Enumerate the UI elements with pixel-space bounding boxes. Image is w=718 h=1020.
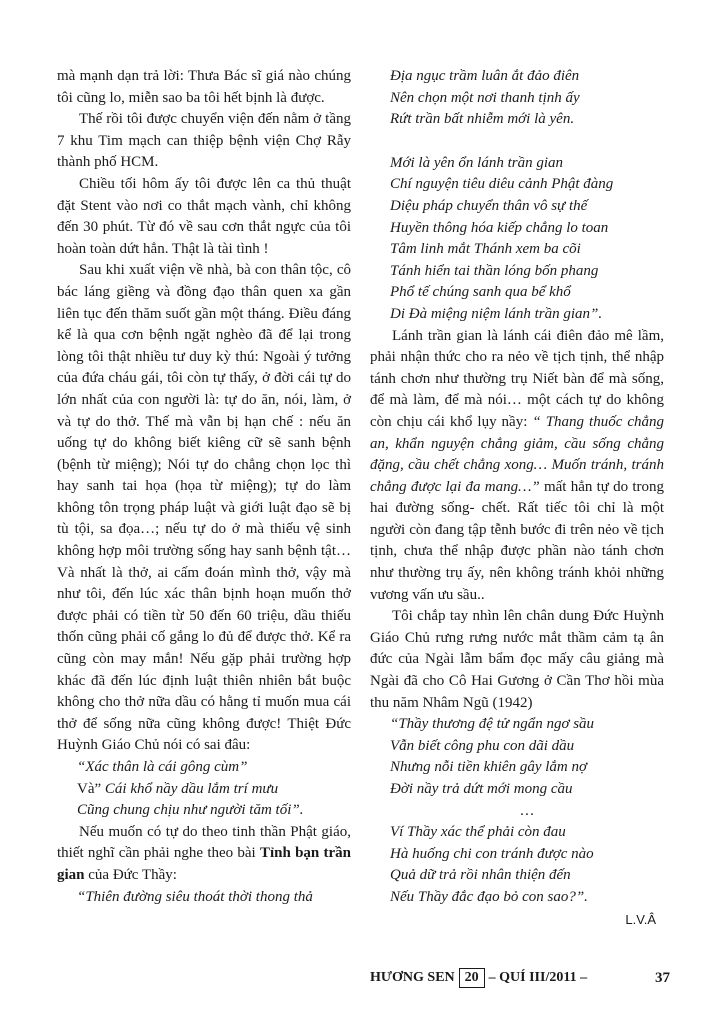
verse-prefix: Và” [77, 780, 105, 797]
verse-line: Cũng chung chịu như người tăm tối”. [77, 802, 304, 819]
verse-line: “Thầy thương đệ tử ngẩn ngơ sầu [390, 716, 595, 733]
verse-line: Tánh hiển tai thần lóng bốn phang [390, 262, 599, 279]
verse-line: Chí nguyện tiêu diêu cảnh Phật đàng [390, 176, 614, 193]
paragraph: Thế rồi tôi được chuyển viện đến nằm ở tầng 7 khu Tim mạch can thiệp bệnh viện Chợ Rẫy thành phố HCM. [57, 111, 351, 171]
verse-line: Tâm linh mắt Thánh xem ba cõi [390, 241, 581, 258]
left-column [57, 66, 351, 908]
verse-line: Hà huống chi con tránh được nào [390, 845, 594, 862]
paragraph: Sau khi xuất viện về nhà, bà con thân tộc, cô bác láng giềng và đồng đạo thân quen xa gần liên tục đến thăm suốt gần một tháng. Điều đáng kể là qua cơn bệnh ngặt nghèo đã để lại trong lòng tôi thật nhiều tư duy kỳ thú: Ngoài ý tưởng của đứa cháu gái, tôi còn tự thấy, ở đời cái tự do lớn nhất của con người là: tự do ăn, nói, làm, ở và tự do thở. Thế mà vẫn bị hạn chế : nếu ăn uống tự do không biết kiêng cữ sẽ sanh bệnh (bệnh từ miệng); Nói tự do chẳng chọn lọc thì hay sanh tai họa (họa từ miệng); tự do làm không tôn trọng pháp luật và giới luật đạo sẽ bị tù tội, sa đọa…; nếu tự do ở mà thiếu vệ sinh không hợp môi trường sống hay sanh bệnh tật… Và nhất là thở, ai cấm đoán mình thở, vậy mà như tôi, đến lúc xác thân bịnh hoạn muốn thở được phải có tiền từ 50 đến 60 triệu, dầu thiếu thốn cũng phải cố gắng lo đủ để được thở. Kể ra cũng còn may mắn! Nếu gặp phải trường hợp khác đã đến lúc định luật thiên nhiên bắt buộc không cho thở nữa dầu có hằng tỉ muốn mua cái thở để sống nữa cũng không được! Thiệt Đức Huỳnh Giáo Chủ nói có sai đâu: [57, 262, 351, 754]
verse-line: Đời nầy trả dứt mới mong cầu [390, 781, 573, 797]
issue-quarter: – QUÍ III/2011 – [488, 970, 588, 985]
issue-number: 20 [459, 968, 485, 988]
page-number: 37 [655, 969, 670, 986]
verse-line: Nhưng nỗi tiền khiên gây lắm nợ [390, 759, 587, 776]
paragraph: Tôi chắp tay nhìn lên chân dung Đức Huỳnh Giáo Chủ rưng rưng nước mắt thầm cảm tạ ân đức của Ngài lẫm bẩm đọc mấy câu giảng mà Ngài đã cho Cô Hai Gương ở Cần Thơ hồi mùa thu năm Nhâm Ngũ (1942) [370, 608, 664, 711]
verse-line: Vẫn biết công phu con dãi dầu [390, 737, 575, 754]
text: Nếu muốn có tự do theo tinh thần Phật giáo, thiết nghĩ cần phải nghe theo bài [57, 823, 351, 862]
paragraph: Chiều tối hôm ấy tôi được lên ca thủ thuật đặt Stent vào nơi co thắt mạch vành, chỉ không đến 30 phút. Từ đó về sau cơn thắt ngực của tôi hoàn toàn dứt hẳn. Thật là tài tình ! [57, 175, 351, 257]
stanza-gap [370, 131, 664, 153]
ellipsis: … [519, 802, 535, 819]
verse-line: Nếu Thầy đắc đạo bỏ con sao?”. [390, 888, 588, 905]
verse-line: “Thiên đường siêu thoát thời thong thả [77, 888, 313, 905]
verse-line: Rứt trần bất nhiễm mới là yên. [390, 111, 575, 128]
verse-line: Địa ngục trầm luân ắt đảo điên [390, 68, 580, 84]
verse-text: Cái khổ nầy dầu lắm trí mưu [104, 780, 279, 797]
author-signature: L.V.Â [625, 911, 656, 927]
page-footer [370, 968, 670, 988]
verse-line: Quả dữ trả rồi nhân thiện đến [390, 867, 571, 884]
verse-line: Huyền thông hóa kiếp chẳng lo toan [390, 219, 609, 236]
verse-line: Diệu pháp chuyển thân vô sự thế [390, 197, 588, 214]
verse-line: Ví Thầy xác thể phải còn đau [390, 824, 566, 841]
magazine-name: HƯƠNG SEN [370, 970, 455, 985]
paragraph [370, 326, 664, 607]
quote-text: “ Thang thuốc chẳng an, khẩn nguyện chẳng giảm, cầu sống chẳng đặng, cầu chết chẳng xong… Muốn tránh, tránh chẳng được lại đa mang…” [370, 413, 664, 495]
paragraph [57, 822, 351, 887]
text: của Đức Thầy: [84, 866, 177, 883]
verse-line [57, 779, 351, 801]
right-column [370, 66, 664, 930]
verse-line: Mới là yên ổn lánh trần gian [390, 154, 563, 171]
verse-line: “Xác thân là cái gông cùm” [77, 759, 248, 775]
verse-line: Phổ tế chúng sanh qua bể khổ [390, 284, 571, 301]
text: Lánh trần gian là lánh cái điên đảo mê lầm, phải nhận thức cho ra nẻo về tịch tịnh, thể nhập tánh chơn như thường trụ Niết bàn để mà sống, để mà làm, để mà nói… một cách tự do không còn chịu cái khổ lụy nầy: [370, 327, 664, 430]
text: mất hẳn tự do trong hai đường sống- chết. Rất tiếc tôi chỉ là một người còn đang tập tễnh bước đi trên nẻo về tịch tịnh, chưa thể nhập được phần nào tánh chơn như thường trụ ấy, nên không tránh khỏi những vương vấn ưu sầu.. [370, 478, 664, 603]
verse-line: Di Đà miệng niệm lánh trần gian”. [390, 305, 603, 322]
paragraph: mà mạnh dạn trả lời: Thưa Bác sĩ giá nào chúng tôi cũng lo, miễn sao ba tôi hết bịnh là được. [57, 68, 351, 106]
verse-line: Nên chọn một nơi thanh tịnh ấy [390, 89, 580, 106]
poem-title: Tỉnh bạn trần gian [57, 845, 351, 883]
